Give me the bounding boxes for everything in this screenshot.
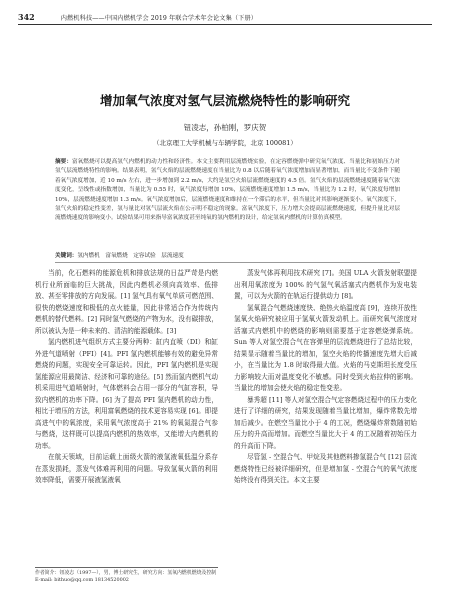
journal-title: 内燃机科技——中国内燃机学会 2019 年联合学术年会论文集（下册）	[60, 14, 258, 22]
paper-title: 增加氧气浓度对氢气层流燃烧特性的影响研究	[99, 93, 350, 108]
affiliation: （北京理工大学机械与车辆学院，北京 100081）	[153, 139, 297, 147]
paragraph: 氢氧混合气燃烧速度快、绝热火焰温度高 [9]，连续开放性氢氧火焰研究被应用于氢氧火箭发动机上。而研究氧气浓度对活塞式内燃机中的燃烧的影响则需要基于定容燃烧弹系统。Sun 等人对氢空混合气在容弹里的层流燃烧进行了总结比较，结果显示随着当量比的增加，氢空火焰的传播速度先增大后减小，在当量比为 1.8 时取得最大值。火焰的马克斯坦长度受压力影响较大而对温度变化不敏感。同时受到火焰拉伸的影响。当量比的增加会使火焰的稳定性变差。	[234, 303, 417, 392]
page-number: 342	[18, 12, 35, 22]
paragraph: 氢内燃机进气组织方式主要分两种：缸内直喷（DI）和缸外进气道喷射（PFI）[4]。PFI 氢内燃机能够有效的避免异常燃烧的问题，实现安全可靠运转。因此，PFI 氢内燃机是实现氢能源应用最简洁、经济和可靠的途径。[5] 然而氢内燃机气动机采用进气道喷射时，气体燃料会占用一部分的气缸容积，导致内燃机的功率下降。[6] 为了提高 PFI 氢内燃机的动力性，相比于增压的方法，利用富氧燃烧的技术更容易实现 [6]。即提高进气中的氧浓度，采用氧气浓度高于 21% 的氧氮混合气参与燃烧，这样既可以提高内燃机的热效率，又能增大内燃机的功率。	[35, 338, 218, 450]
paragraph: 当前，化石燃料的能源危机和排放法规的日益严苛是内燃机行业所面临的巨大挑战，因此内燃机必须向高效率、低排放、甚至零排放的方向发展。[1] 氢气具有氧气单质可燃范围、很快的燃烧速度和极低的点火能量，因此非常适合作为传统内燃机的替代燃料。[2] 同时氢气燃烧的产物为水，没有碳排放，所以被认为是一种未来的、清洁的能源载体。[3]	[35, 269, 218, 335]
authors: 钮凌志，孙柏刚，罗庆贺	[183, 123, 267, 132]
paragraph: 尽管氢 - 空混合气、甲烷及其他燃料掺氢混合气 [12] 层流燃烧特性已经被详细研究，但是增加氢 - 空混合气的氧气浓度始终没有得到关注。本文主要	[234, 453, 417, 484]
right-column	[234, 268, 417, 487]
paragraph: 暴秀超 [11] 等人对氢空混合气定容燃烧过程中的压力变化进行了详细的研究，结果发现随着当量比增加，爆炸常数先增加后减少。在燃空当量比小于 4 的工况，燃烧爆炸常数随初始压力的升高而增加。而燃空当量比大于 4 的工况随着初始压力的升高而下降。	[234, 395, 417, 450]
abstract	[55, 158, 400, 224]
abstract-text: 富氧燃烧可以提高氢气内燃机的动力性和经济性。本文主要利用层流燃烧实验，在定容燃烧弹中研究氧气浓度、当量比和初始压力对氢气层流燃烧特性的影响。结果表明，氢气火焰的层流燃烧速度在当量比为 0.8 以后随着氧气浓度增加而显著增加，而当量比不变条件下随着氧气浓度增加，近 10 m/s 左右，进一步增加到 2.2 m/s，大约是氢空火焰层流燃烧速度的 4.5 倍。氢气火焰的层流燃烧速度随着氧气浓度变化，呈线性或指数增加，当量比为 0.55 时，氧气浓度每增加 10%，层流燃烧速度增加 1.5 m/s，当量比为 1.2 时，氧气浓度每增加 10%，层流燃烧速度增加 1.3 m/s。氧气浓度增加后，层流燃烧速度和维持在一个滞后的水平，但当量比对其影响逐渐变小。氧气浓度下，氢气火焰的稳定性变差，氢与量比对氢气层流火焰在公示明不稳定的现象。富氧气浓度下，压力增大会提高层流燃烧速度，但提升量比对层流燃烧速度的影响变小。试验结果可用来指导富氧浓度甚至纯氧的氢内燃机的设计，给定氢氧内燃机的计算仿真模型。	[55, 159, 400, 222]
keywords-label: 关键词：	[55, 253, 78, 259]
paragraph: 在航天领域，目前运载上面级火箭的液氢液氧低温分系存在蒸发损耗，蒸发气体难再利用的问题。导致氢氧火箭的利用效率降低，需要开展液氢液氧	[35, 453, 218, 484]
keywords	[55, 252, 400, 263]
author-footnote: 作者简介：钮凌志（1997—），男，博士研究生，研究方向：氢氧内燃机燃烧及控制 E-mail: bithuo@qq.com 18134520002	[35, 567, 218, 584]
keywords-text: 氢内燃机 富氧燃烧 定容试验 层流速度	[77, 253, 184, 259]
abstract-label: 摘要：	[55, 159, 72, 165]
page-header	[18, 10, 432, 25]
paragraph: 蒸发气体再利用技术研究 [7]。美国 ULA 火箭发射联盟提出利用氧浓度为 100% 的气氢气氧活塞式内燃机作为发电装置，可以为火箭的在轨运行提供动力 [8]。	[234, 269, 417, 300]
left-column	[35, 268, 218, 487]
